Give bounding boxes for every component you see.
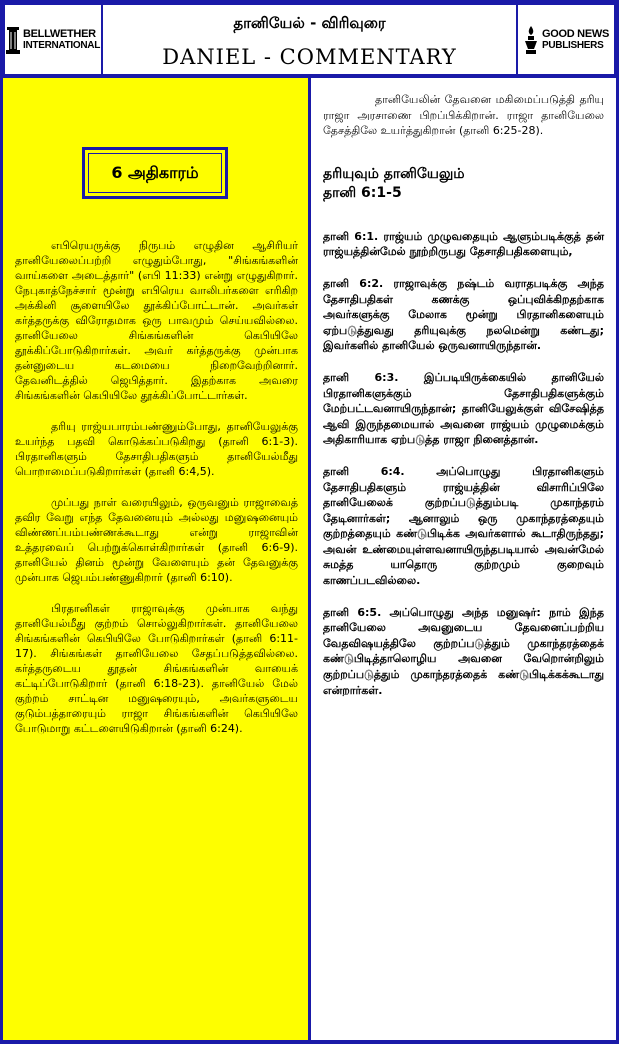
- left-paragraph-3: முப்பது நாள் வரையிலும், ஒருவனும் ராஜாவைத் தவிர வேறு எந்த தேவனையும் அல்லது மனுஷனையும் விண்ணப்பம்பண்ணக்கூடாது என்று ராஜாவின் உத்தரவைப் பெற்றுக்கொள்கிறார்கள் (தானி 6:6-9). தானியேல் தினம் மூன்று வேளையும் தன் தேவனுக்கு முன்பாக ஜெபம்பண்ணுகிறார் (தானி 6:10).: [15, 496, 298, 584]
- left-paragraph-4: பிரதானிகள் ராஜாவுக்கு முன்பாக வந்து தானியேல்மீது குற்றம் சொல்லுகிறார்கள். தானியேலை சிங்கங்களின் கெபியிலே போடுகிறார்கள் (தானி 6:11-17). சிங்கங்கள் தானியேலை சேதப்படுத்தவில்லை. கர்த்தருடைய தூதன் சிங்கங்களின் வாயைக் கட்டிப்போடுகிறார் (தானி 6:18-23). தானியேல் மேல் குற்றம் சாட்டின மனுஷரையும், அவர்களுடைய குடும்பத்தாரையும் ராஜா சிங்கங்களின் கெபியிலே போடுமாறு கட்டளையிடுகிறான் (தானி 6:24).: [15, 602, 298, 735]
- title-english: DANIEL - COMMENTARY: [162, 45, 457, 69]
- logo-right-line2: PUBLISHERS: [542, 39, 604, 51]
- intro-paragraph: தானியேலின் தேவனை மகிமைப்படுத்தி தரியு ராஜா அரசாணை பிறப்பிக்கிறான். ராஜா தானியேலை தேசத்திலே உயர்த்துகிறான் (தானி 6:25-28).: [323, 93, 604, 138]
- chapter-label: 6 அதிகாரம்: [88, 153, 222, 193]
- right-column: [311, 78, 616, 1040]
- pillar-icon: [6, 25, 20, 55]
- title-tamil: தானியேல் - விரிவுரை: [233, 14, 386, 32]
- logo-right-line1: GOOD NEWS: [542, 27, 609, 40]
- section-heading: [323, 165, 604, 203]
- verse-6-1: தானி 6:1. ராஜ்யம் முழுவதையும் ஆளும்படிக்குத் தன் ராஜ்யத்தின்மேல் நூற்றிருபது தேசாதிபதிகளையும்,: [323, 229, 604, 259]
- logo-left-line2: INTERNATIONAL: [22, 39, 101, 51]
- good-news-logo: [516, 5, 614, 74]
- verse-6-3: தானி 6:3. இப்படியிருக்கையில் தானியேல் பிரதானிகளுக்கும் தேசாதிபதிகளுக்கும் மேற்பட்டவனாயிருந்தான்; தானியேலுக்குள் விசேஷித்த ஆவி இருந்தமையால் அவனை ராஜ்யம் முழுமைக்கும் அதிகாரியாக ஏற்படுத்த ராஜா நினைத்தான்.: [323, 370, 604, 447]
- left-column: [3, 78, 308, 1040]
- right-text: [323, 92, 604, 714]
- section-reference: தானி 6:1-5: [323, 184, 402, 201]
- verse-6-5: தானி 6:5. அப்பொழுது அந்த மனுஷர்: நாம் இந்த தானியேலை அவனுடைய தேவனைப்பற்றிய வேதவிஷயத்திலே குற்றப்படுத்தும் முகாந்தரத்தைக் கண்டுபிடித்தாலொழிய அவனை வேறொன்றிலும் குற்றப்படுத்தும் முகாந்தரத்தைக் கண்டுபிடிக்கக்கூடாது என்றார்கள்.: [323, 605, 604, 697]
- left-paragraph-1: எபிரெயருக்கு நிருபம் எழுதின ஆசிரியர் தானியேலைப்பற்றி எழுதும்போது, "சிங்கங்களின் வாய்களை அடைத்தார்" (எபி 11:33) என்று எழுதுகிறார். நேபுகாத்நேச்சார் மூன்று எபிரெய வாலிபர்களை எரிகிற அக்கினி சூளையிலே தூக்கிப்போட்டான். அவர்கள் கர்த்தருக்கு விரோதமாக ஒரு பாவமும் செய்யவில்லை. தானியேலை சிங்கங்களின் கெபியிலே தூக்கிப்போடுகிறார்கள். அவர் கர்த்தருக்கு முன்பாக தன்னுடைய கடமையை நிறைவேற்றினார். தேவனிடத்தில் ஜெபித்தார். இதற்காக அவரை சிங்கங்களின் கெபியிலே தூக்கிப்போட்டார்கள்.: [15, 239, 298, 402]
- left-text: [15, 238, 298, 752]
- section-title: தரியுவும் தானியேலும்: [323, 165, 465, 182]
- verse-6-4: தானி 6:4. அப்பொழுது பிரதானிகளும் தேசாதிபதிகளும் ராஜ்யத்தின் விசாரிப்பிலே தானியேலைக் குற்றப்படுத்தும்படி முகாந்தரம் தேடினார்கள்; ஆனாலும் ஒரு முகாந்தரத்தையும் குற்றத்தையும் கண்டுபிடிக்க அவர்களால் கூடாதிருந்தது; அவன் உண்மையுள்ளவனாயிருந்தபடியால் அவன்மேல் சுமத்த யாதொரு குற்றமும் குறைவும் காணப்படவில்லை.: [323, 464, 604, 588]
- left-paragraph-2: தரியு ராஜ்யபாரம்பண்ணும்போது, தானியேலுக்கு உயர்ந்த பதவி கொடுக்கப்படுகிறது (தானி 6:1-3). பிரதானிகளும் தேசாதிபதிகளும் தானியேல்மீது பொறாமைப்படுகிறார்கள் (தானி 6:4,5).: [15, 420, 298, 478]
- lamp-icon: [523, 25, 539, 55]
- bellwether-logo: [5, 5, 103, 74]
- title-area: [103, 5, 516, 74]
- page-header: [3, 3, 616, 76]
- verse-6-2: தானி 6:2. ராஜாவுக்கு நஷ்டம் வராதபடிக்கு அந்த தேசாதிபதிகள் கணக்கு ஒப்புவிக்கிறதற்காக அவர்களுக்கு மேலாக மூன்று பிரதானிகளையும் ஏற்படுத்துவது தரியுவுக்கு நலமென்று கண்டது; இவர்களில் தானியேல் ஒருவனாயிருந்தான்.: [323, 276, 604, 353]
- logo-left-line1: BELLWETHER: [22, 27, 96, 40]
- chapter-box: [82, 147, 228, 199]
